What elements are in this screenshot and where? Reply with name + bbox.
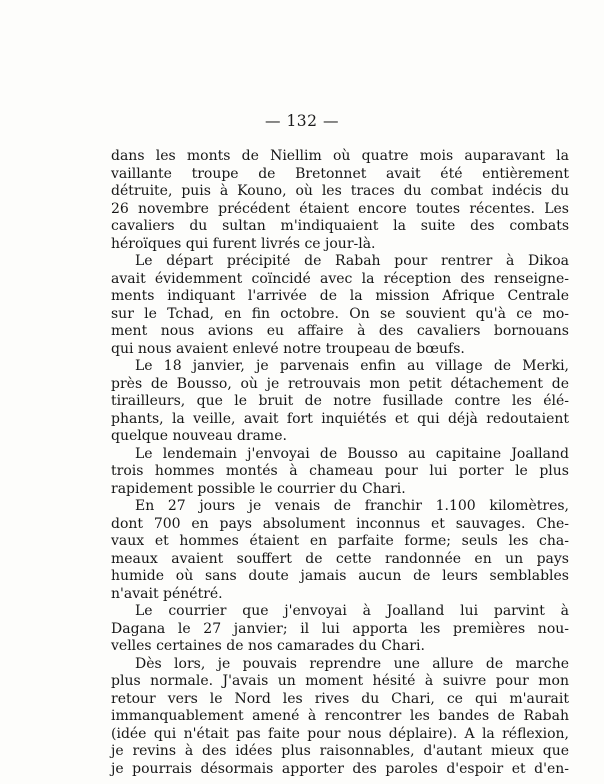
text-line: Le lendemain j'envoyai de Bousso au capitaine Joalland	[135, 445, 569, 462]
text-line: Le 18 janvier, je parvenais enfin au village de Merki,	[135, 358, 569, 374]
text-line: Le départ précipité de Rabah pour rentrer à Dikoa	[135, 253, 569, 269]
text-line: dont 700 en pays absolument inconnus et sauvages. Che-	[111, 515, 569, 532]
text-line: immanquablement amené à rencontrer les bandes de Rabah	[111, 708, 569, 724]
text-line: qui nous avaient enlevé notre troupeau de bœufs.	[111, 340, 465, 357]
text-line: vaux et hommes étaient en parfaite forme; seuls les cha-	[111, 533, 569, 549]
text-line: cavaliers du sultan m'indiquaient la suite des combats	[111, 218, 569, 234]
text-line: retour vers le Nord les rives du Chari, ce qui m'aurait	[111, 690, 569, 707]
text-line: Le courrier que j'envoyai à Joalland lui parvint à	[135, 603, 569, 619]
text-line: n'avait pénétré.	[111, 585, 223, 602]
text-line: je revins à des idées plus raisonnables, d'autant mieux que	[111, 743, 569, 759]
text-line: velles certaines de nos camarades du Chari.	[111, 638, 425, 654]
text-line: quelque nouveau drame.	[111, 428, 287, 444]
text-line: trois hommes montés à chameau pour lui porter le plus	[111, 463, 569, 479]
text-line: détruite, puis à Kouno, où les traces du combat indécis du	[111, 183, 569, 199]
text-line: dans les monts de Niellim où quatre mois auparavant la	[111, 148, 569, 164]
text-line: ments indiquant l'arrivée de la mission Afrique Centrale	[111, 288, 569, 304]
page-number: — 132 —	[265, 112, 339, 130]
text-line: humide où sans doute jamais aucun de leurs semblables	[111, 568, 569, 584]
text-line: ment nous avions eu affaire à des cavaliers bornouans	[111, 323, 569, 339]
text-line: plus normale. J'avais un moment hésité à suivre pour mon	[111, 673, 569, 689]
text-line: meaux avaient souffert de cette randonnée en un pays	[111, 550, 569, 567]
text-line: 26 novembre précédent étaient encore toutes récentes. Les	[111, 200, 569, 217]
body-text	[111, 148, 569, 778]
text-line: vaillante troupe de Bretonnet avait été entièrement	[111, 165, 569, 182]
text-line: héroïques qui furent livrés ce jour-là.	[111, 235, 376, 252]
text-line: Dès lors, je pouvais reprendre une allure de marche	[135, 655, 569, 672]
text-line: tirailleurs, que le bruit de notre fusillade contre les élé-	[111, 393, 569, 409]
text-line: avait évidemment coïncidé avec la réception des renseigne-	[111, 270, 569, 287]
text-line: Dagana le 27 janvier; il lui apporta les premières nou-	[111, 620, 569, 637]
text-line: sur le Tchad, en fin octobre. On se souvient qu'à ce mo-	[111, 305, 569, 322]
text-line: je pourrais désormais apporter des paroles d'espoir et d'en-	[111, 760, 569, 777]
text-line: rapidement possible le courrier du Chari.	[111, 480, 406, 497]
text-line: (idée qui n'était pas faite pour nous déplaire). A la réflexion,	[111, 725, 569, 742]
text-line: En 27 jours je venais de franchir 1.100 kilomètres,	[135, 498, 569, 514]
text-line: près de Bousso, où je retrouvais mon petit détachement de	[111, 375, 569, 392]
text-line: phants, la veille, avait fort inquiétés et qui déjà redoutaient	[111, 410, 569, 427]
